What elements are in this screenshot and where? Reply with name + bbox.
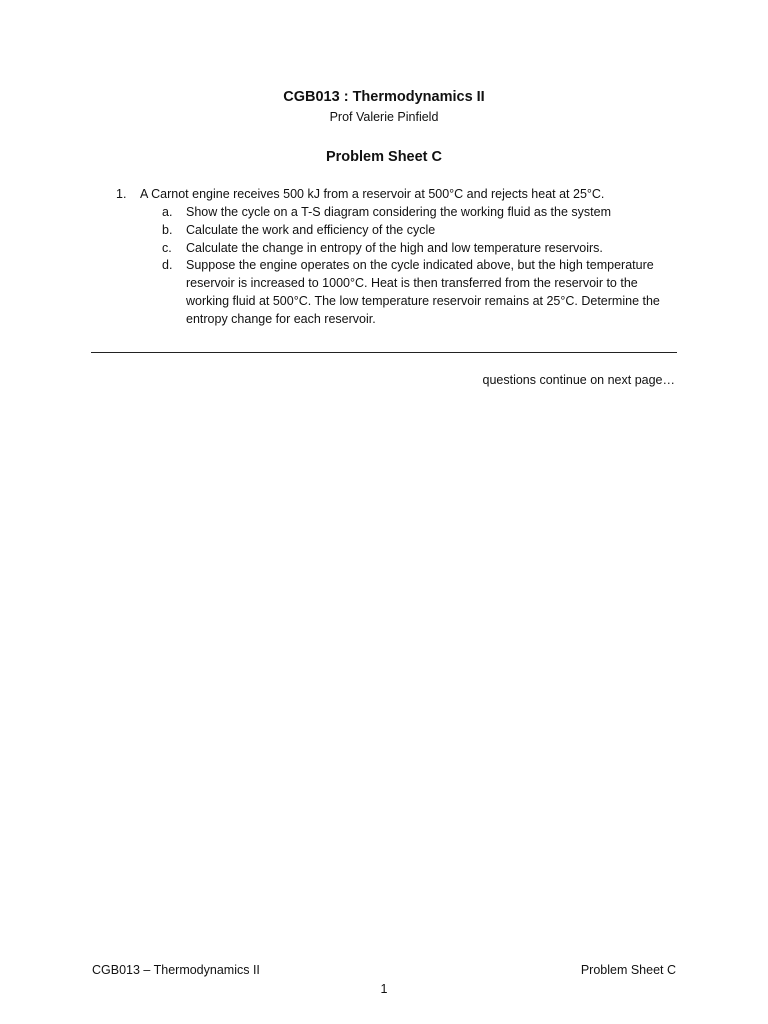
- question-subparts: [162, 204, 682, 329]
- sheet-title: Problem Sheet C: [325, 149, 443, 165]
- footer-sheet: Problem Sheet C: [580, 963, 676, 977]
- page-number: 1: [380, 982, 388, 996]
- question-text: A Carnot engine receives 500 kJ from a reservoir at 500°C and rejects heat at 25°C.: [140, 187, 605, 201]
- continue-note: questions continue on next page…: [482, 373, 675, 387]
- subpart-text: Show the cycle on a T-S diagram considering the working fluid as the system: [186, 205, 611, 219]
- subpart-b: [162, 222, 682, 240]
- subpart-letter: d.: [162, 258, 173, 273]
- subpart-a: [162, 204, 682, 222]
- horizontal-divider: [91, 352, 677, 353]
- subpart-letter: a.: [162, 205, 173, 219]
- subpart-c: [162, 240, 682, 258]
- course-title: CGB013 : Thermodynamics II: [283, 89, 485, 105]
- author-name: Prof Valerie Pinfield: [329, 110, 439, 124]
- subpart-text: Suppose the engine operates on the cycle indicated above, but the high temperature reservoir is increased to 1000°C. Heat is then transferred from the reservoir to the working fluid at 500°C. The low temperature reservoir remains at 25°C. Determine the entropy change for each reservoir.: [186, 258, 660, 326]
- question-number: 1.: [116, 187, 127, 201]
- subpart-text: Calculate the change in entropy of the high and low temperature reservoirs.: [186, 240, 603, 255]
- subpart-d: [162, 257, 682, 328]
- subpart-letter: c.: [162, 240, 172, 255]
- footer-course: CGB013 – Thermodynamics II: [92, 963, 260, 977]
- subpart-text: Calculate the work and efficiency of the cycle: [186, 222, 436, 237]
- subpart-letter: b.: [162, 222, 173, 237]
